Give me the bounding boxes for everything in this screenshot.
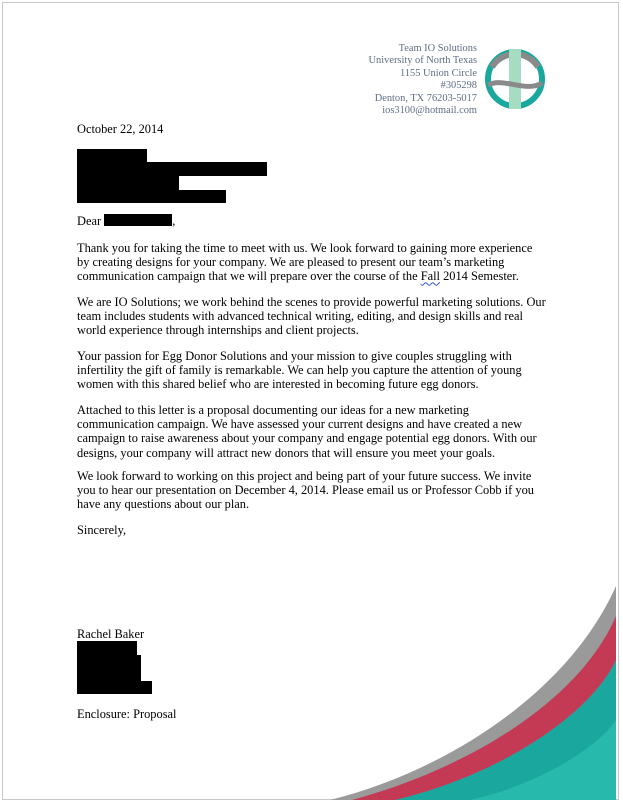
university-name: University of North Texas [368, 55, 477, 67]
paragraph-intro-text: Thank you for taking the time to meet with us. We look forward to gaining more experience by creating designs for your company. We are pleased to present our team’s marketing communication campaign that we will prepare over the course of the [77, 241, 533, 284]
salutation-word: Dear [77, 214, 102, 228]
redacted-signer-title [77, 641, 137, 655]
org-name: Team IO Solutions [398, 43, 477, 54]
spellcheck-word: Fall [420, 269, 440, 284]
email-address: ios3100@hotmail.com [382, 105, 477, 117]
redacted-recipient-name [77, 149, 147, 162]
paragraph-about: We are IO Solutions; we work behind the scenes to provide powerful marketing solutions. Our team includes students with advanced technical writing, editing, and design skills and real world experience through internships and client projects. [77, 295, 546, 338]
io-solutions-logo-icon [484, 47, 546, 111]
letter-date: October 22, 2014 [77, 122, 164, 136]
letterhead-address [369, 43, 477, 117]
redacted-recipient-city [77, 190, 226, 203]
redacted-signer-email [77, 681, 152, 694]
paragraph-proposal: Attached to this letter is a proposal documenting our ideas for a new marketing communication campaign. We have assessed your current designs and have created a new campaign to raise awareness about your company and engage potential egg donors. With our designs, your company will attract new donors that will ensure you meet your goals. [77, 403, 537, 460]
salutation [77, 214, 547, 228]
redacted-salutation-name [104, 214, 172, 226]
redacted-signer-contact [77, 655, 141, 681]
paragraph-closing: We look forward to working on this project and being part of your future success. We invite you to hear our presentation on December 4, 2014. Please email us or Professor Cobb if you have any questions about our plan. [77, 469, 534, 512]
enclosure-note: Enclosure: Proposal [77, 707, 177, 721]
mail-box: #305298 [440, 80, 477, 92]
paragraph-mission: Your passion for Egg Donor Solutions and your mission to give couples struggling with infertility the gift of family is remarkable. We can help you capture the attention of young women with this shared belief who are interested in becoming future egg donors. [77, 349, 522, 392]
signer-name: Rachel Baker [77, 627, 145, 641]
redacted-recipient-company [77, 162, 267, 176]
closing-sincerely: Sincerely, [77, 523, 127, 537]
salutation-comma: , [172, 214, 176, 228]
street-address: 1155 Union Circle [400, 67, 477, 79]
redacted-recipient-street [77, 176, 179, 190]
city-state-zip: Denton, TX 76203-5017 [374, 92, 477, 104]
paragraph-intro [77, 241, 547, 284]
paragraph-intro-end: 2014 Semester. [440, 269, 519, 284]
